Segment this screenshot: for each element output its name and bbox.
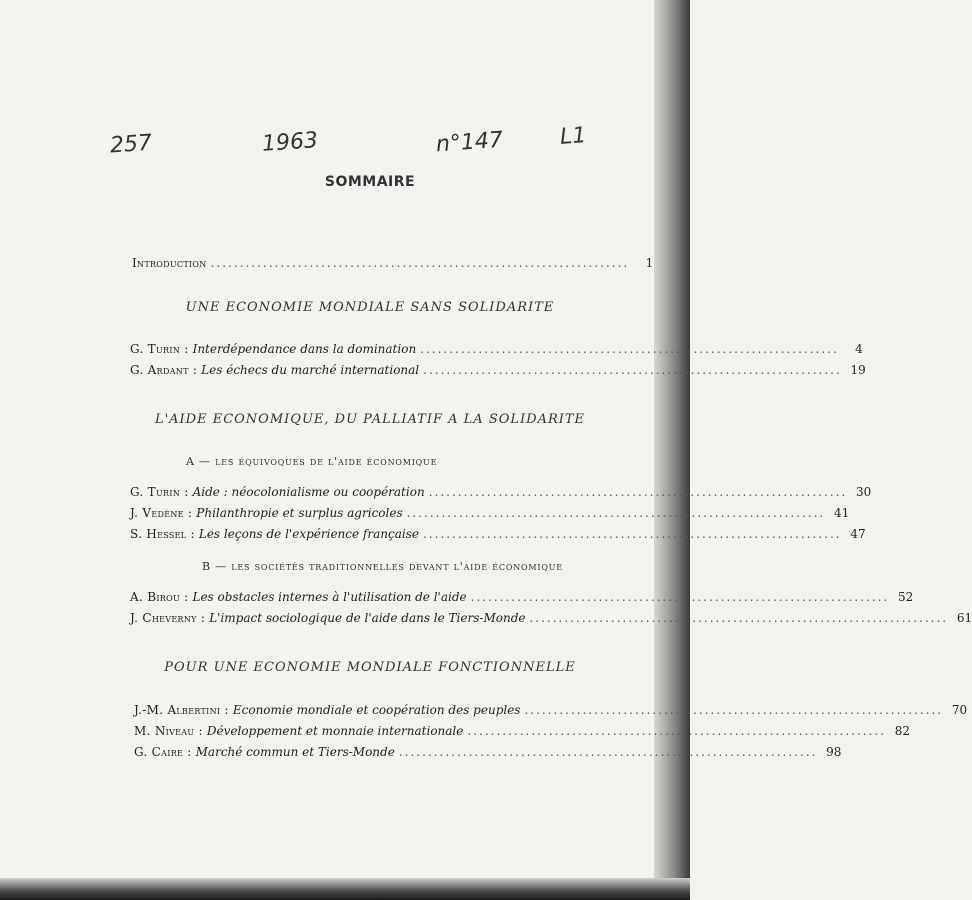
book-spine-shadow	[654, 0, 690, 900]
entry-author: G. Turin :	[130, 485, 189, 499]
section-heading-2: L'AIDE ECONOMIQUE, DU PALLIATIF A LA SOLIDARITE	[154, 412, 586, 427]
entry-author: A. Birou :	[130, 590, 189, 604]
leader-dots: ........................................................................	[423, 363, 842, 377]
introduction-label: Introduction	[132, 256, 207, 270]
leader-dots: ........................................................................	[406, 506, 826, 520]
entry-page: 19	[850, 363, 866, 377]
introduction-page: 1	[645, 256, 654, 270]
section-heading-1: UNE ECONOMIE MONDIALE SANS SOLIDARITE	[185, 300, 555, 315]
handwritten-code: L1	[559, 123, 588, 150]
entry-title: Développement et monnaie internationale	[206, 724, 464, 738]
entry-title: Interdépendance dans la domination	[192, 342, 417, 356]
entry-page: 47	[850, 527, 866, 541]
leader-dots: ........................................................................	[524, 703, 944, 717]
page-bottom-shadow	[0, 878, 690, 900]
entry-page: 41	[833, 506, 850, 520]
toc-entry	[130, 506, 850, 524]
toc-entry	[134, 745, 842, 763]
leader-dots: ........................................................................	[210, 256, 630, 270]
entry-author: G. Caire :	[134, 745, 192, 759]
leader-dots: ........................................................................	[529, 611, 949, 625]
entry-author: J. Cheverny :	[130, 611, 206, 625]
entry-author: J. Vedène :	[130, 506, 193, 520]
entry-author: S. Hessel :	[130, 527, 195, 541]
entry-page: 82	[894, 724, 911, 738]
entry-title: L'impact sociologique de l'aide dans le Tiers-Monde	[209, 611, 526, 625]
leader-dots: ........................................................................	[398, 745, 818, 759]
toc-entry	[130, 363, 866, 381]
entry-title: Les échecs du marché international	[201, 363, 420, 377]
subsection-heading-b: B — les sociétés traditionnelles devant l'aide économique	[202, 560, 563, 573]
entry-title: Les leçons de l'expérience française	[198, 527, 419, 541]
entry-page: 98	[826, 745, 842, 759]
entry-title: Economie mondiale et coopération des peuples	[232, 703, 521, 717]
entry-author: G. Ardant :	[130, 363, 198, 377]
leader-dots: ........................................................................	[428, 485, 848, 499]
leader-dots: ........................................................................	[470, 590, 890, 604]
toc-entry	[130, 485, 872, 503]
toc-entry	[130, 527, 866, 545]
entry-page: 30	[856, 485, 872, 499]
toc-entry	[130, 342, 863, 360]
entry-page: 52	[898, 590, 914, 604]
subsection-heading-a: A — les équivoques de l'aide économique	[186, 455, 438, 468]
toc-entry	[134, 703, 968, 721]
page-title: SOMMAIRE	[324, 174, 416, 190]
entry-title: Aide : néocolonialisme ou coopération	[192, 485, 425, 499]
section-heading-3: POUR UNE ECONOMIE MONDIALE FONCTIONNELLE	[164, 660, 576, 675]
toc-entry	[130, 611, 972, 629]
entry-page: 4	[855, 342, 863, 356]
leader-dots: ........................................................................	[422, 527, 842, 541]
toc-entry	[134, 724, 911, 742]
handwritten-year: 1963	[261, 128, 319, 157]
entry-title: Philanthropie et surplus agricoles	[196, 506, 403, 520]
entry-title: Marché commun et Tiers-Monde	[195, 745, 395, 759]
handwritten-number: 257	[109, 130, 153, 159]
leader-dots: ........................................................................	[467, 724, 887, 738]
handwritten-issue: n°147	[435, 127, 504, 158]
entry-author: M. Niveau :	[134, 724, 203, 738]
entry-page: 70	[951, 703, 968, 717]
leader-dots: ........................................................................	[420, 342, 839, 356]
toc-entry	[130, 590, 914, 608]
entry-author: G. Turin :	[130, 342, 189, 356]
entry-title: Les obstacles internes à l'utilisation de l'aide	[192, 590, 467, 604]
entry-author: J.-M. Albertini :	[134, 703, 229, 717]
toc-introduction	[132, 256, 654, 274]
entry-page: 61	[956, 611, 972, 625]
